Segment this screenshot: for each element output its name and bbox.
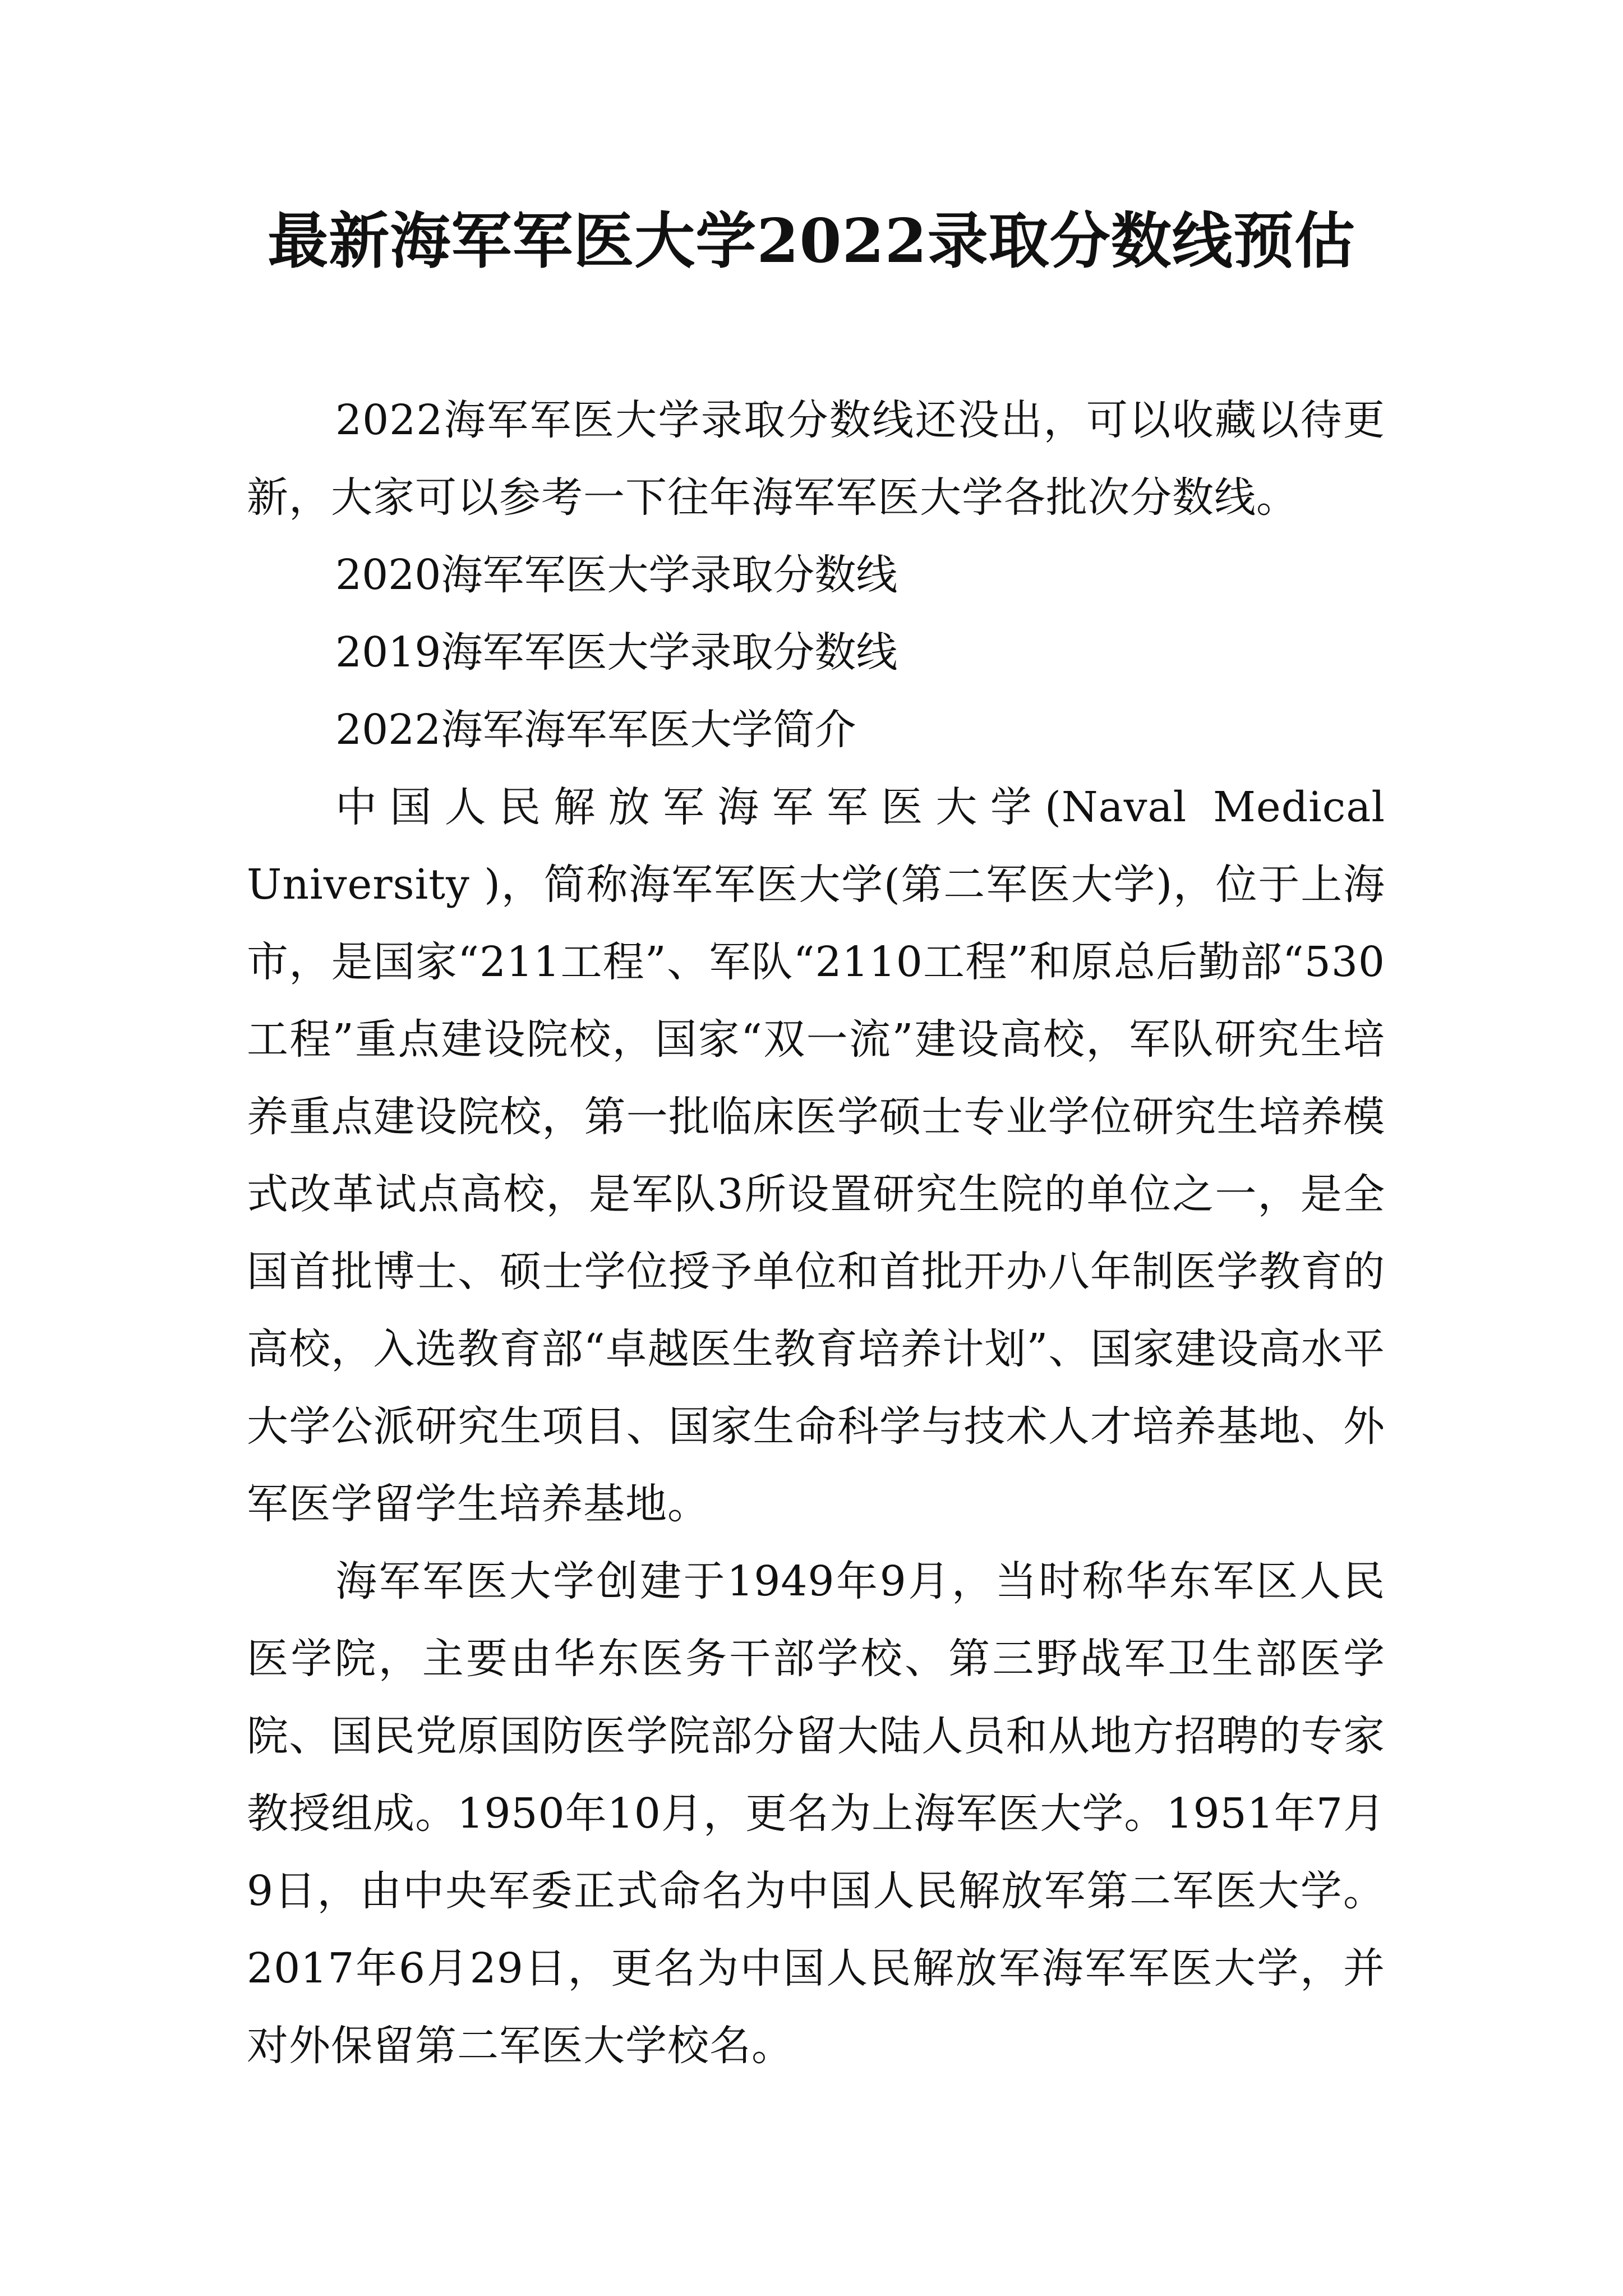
intro-paragraph: 2022海军军医大学录取分数线还没出，可以收藏以待更新，大家可以参考一下往年海军军医大学各批次分数线。: [247, 396, 1385, 522]
link-2019-admission-scores: 2019海军军医大学录取分数线: [335, 628, 898, 677]
document-body: [247, 381, 1385, 2085]
link-2022-university-intro: 2022海军海军军医大学简介: [335, 706, 856, 754]
university-overview-paragraph: 中国人民解放军海军军医大学(Naval Medical University )，简称海军军医大学(第二军医大学)，位于上海市，是国家“211工程”、军队“2110工程”和原总后勤部“530工程”重点建设院校，国家“双一流”建设高校，军队研究生培养重点建设院校，第一批临床医学硕士专业学位研究生培养模式改革试点高校，是军队3所设置研究生院的单位之一，是全国首批博士、硕士学位授予单位和首批开办八年制医学教育的高校，入选教育部“卓越医生教育培养计划”、国家建设高水平大学公派研究生项目、国家生命科学与技术人才培养基地、外军医学留学生培养基地。: [247, 783, 1385, 1528]
document-title: 最新海军军医大学2022录取分数线预估: [268, 206, 1355, 277]
university-history-paragraph: 海军军医大学创建于1949年9月，当时称华东军区人民医学院，主要由华东医务干部学校、第三野战军卫生部医学院、国民党原国防医学院部分留大陆人员和从地方招聘的专家教授组成。1950年10月，更名为上海军医大学。1951年7月9日，由中央军委正式命名为中国人民解放军第二军医大学。2017年6月29日，更名为中国人民解放军海军军医大学，并对外保留第二军医大学校名。: [247, 1557, 1385, 2070]
link-2020-admission-scores: 2020海军军医大学录取分数线: [335, 551, 898, 599]
